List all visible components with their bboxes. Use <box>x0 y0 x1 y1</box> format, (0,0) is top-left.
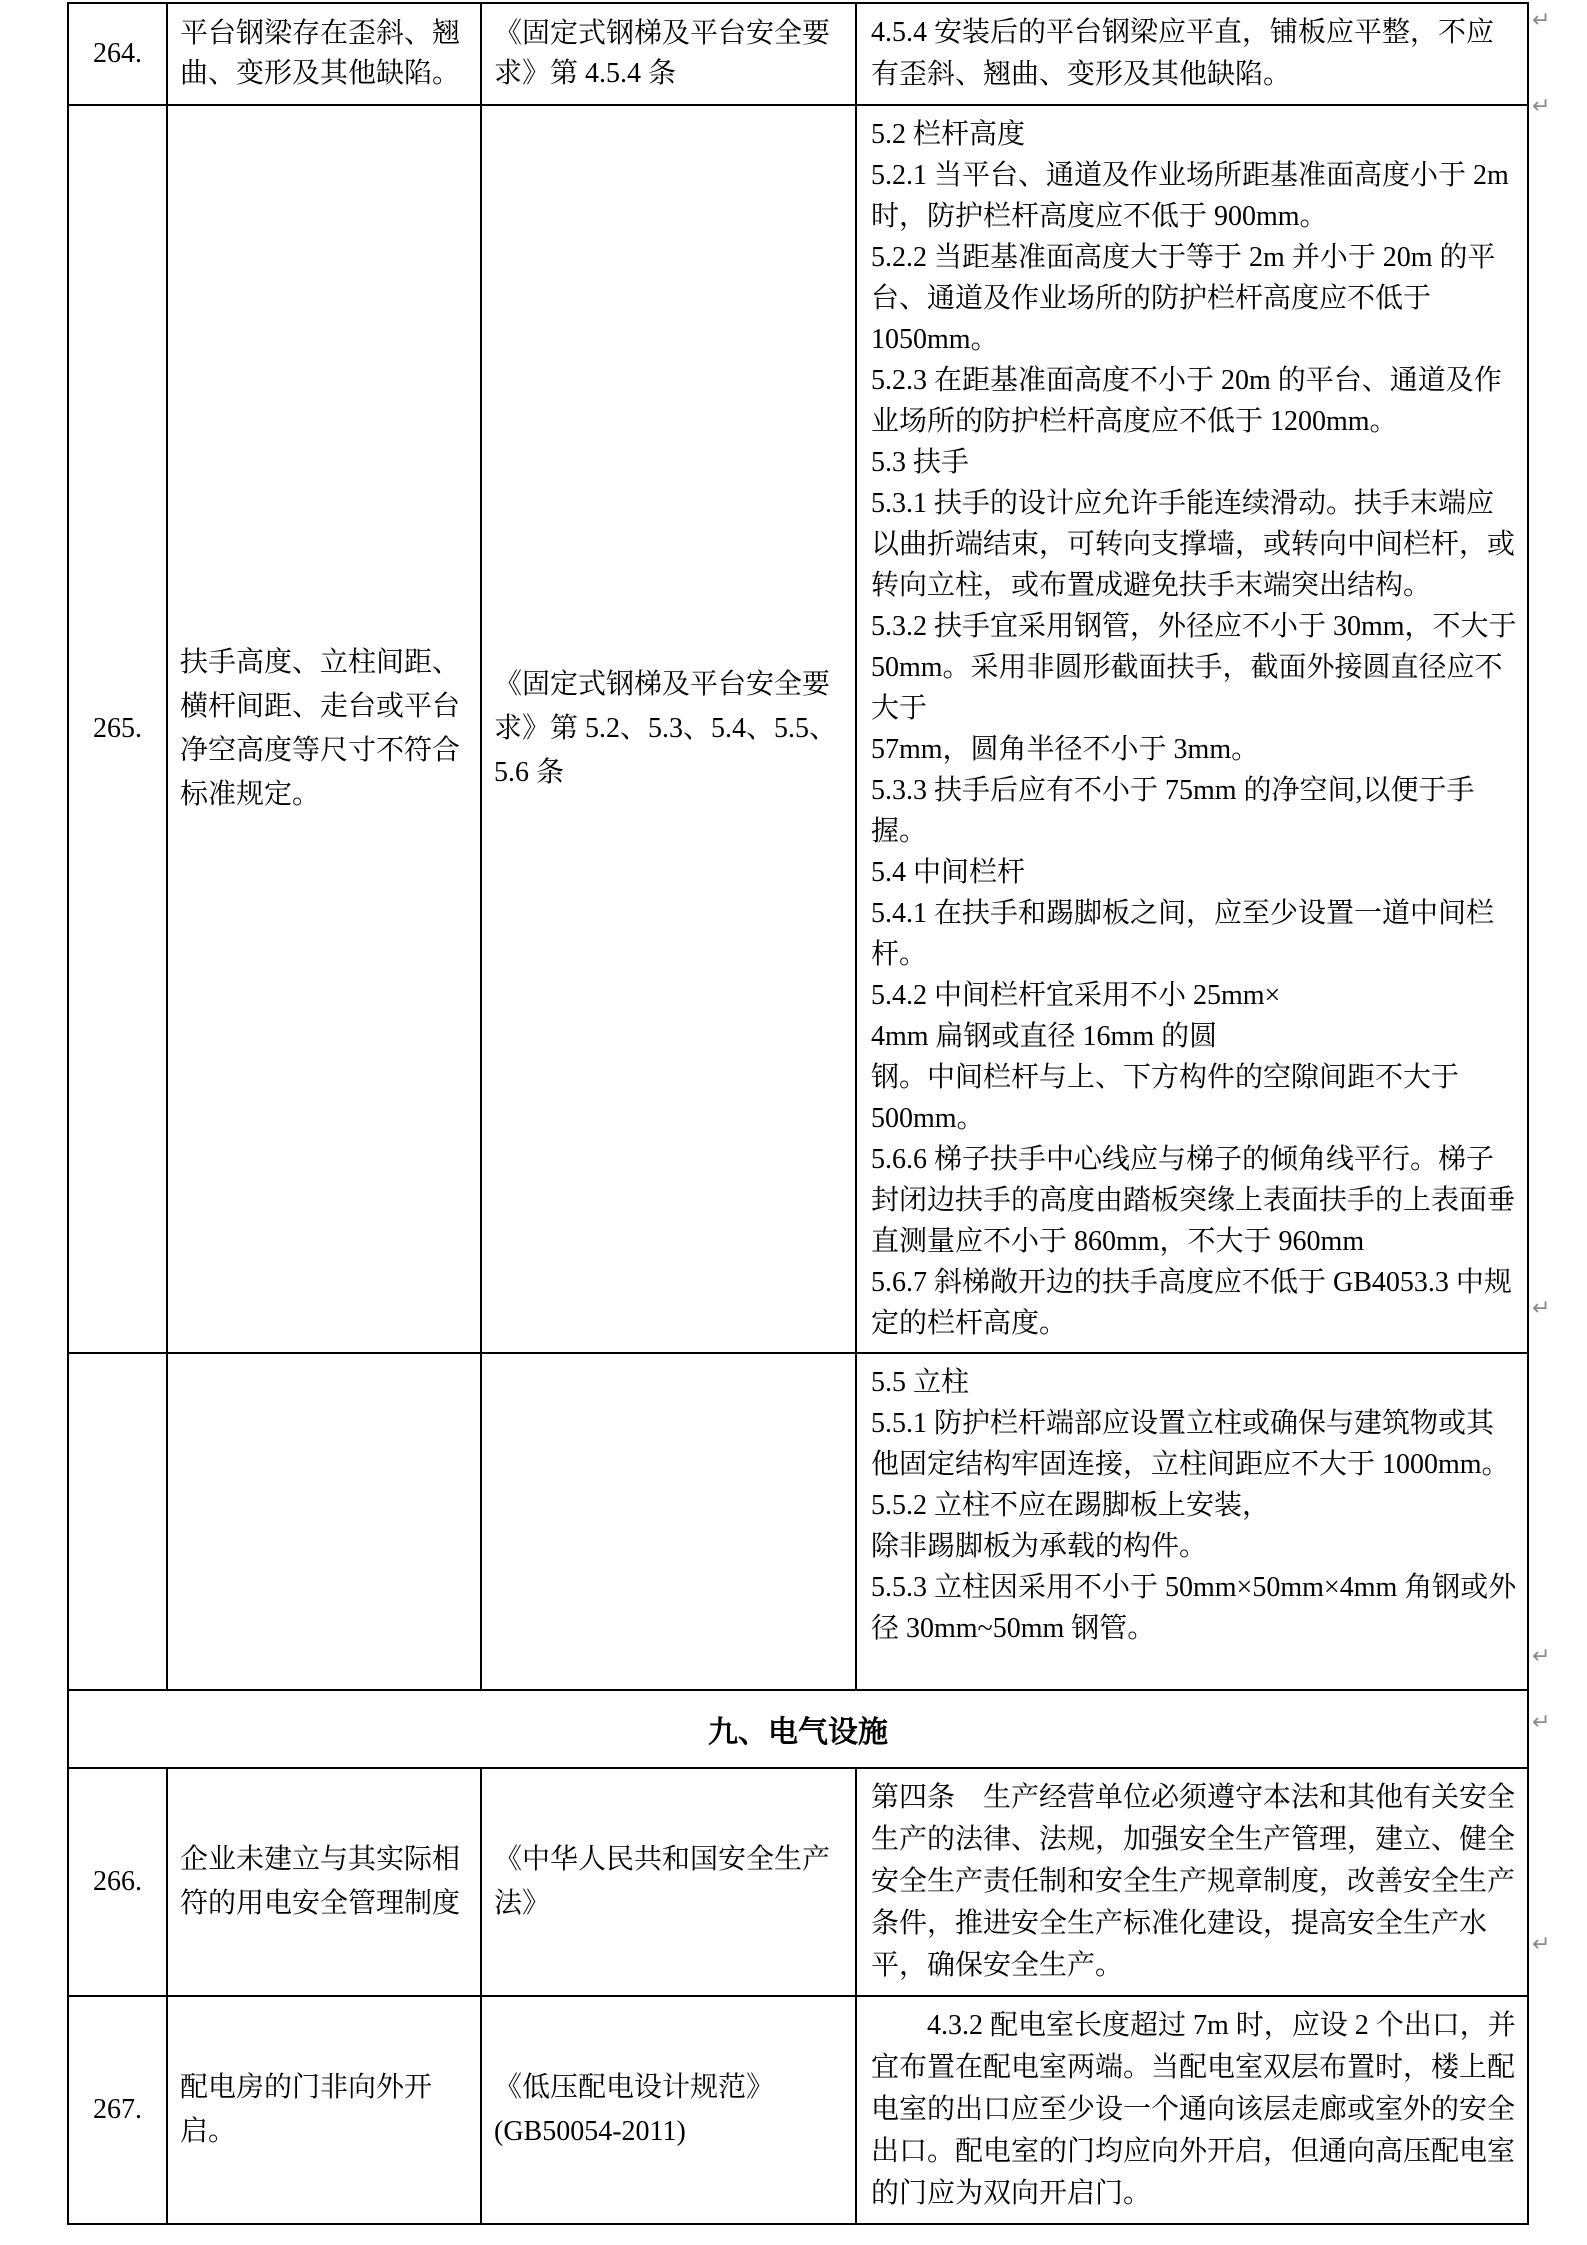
table-row-267 <box>68 1996 1528 2224</box>
detail-paragraph: 5.4 中间栏杆 <box>871 857 1026 888</box>
basis-text: 《中华人民共和国安全生产法》 <box>494 1844 831 1919</box>
section-title: 九、电气设施 <box>708 1716 888 1749</box>
paragraph-mark-icon: ↵ <box>1532 8 1551 33</box>
row-265-issue-cell <box>167 105 481 1353</box>
row-number: 265. <box>93 713 142 744</box>
paragraph-mark-icon: ↵ <box>1532 1296 1551 1321</box>
detail-paragraph: 5.3.1 扶手的设计应允许手能连续滑动。扶手末端应以曲折端结束，可转向支撑墙，或转向中间栏杆，或转向立柱，或布置成避免扶手末端突出结构。 <box>871 488 1516 601</box>
detail-paragraph: 5.4.1 在扶手和踢脚板之间，应至少设置一道中间栏杆。 <box>871 898 1495 970</box>
detail-paragraph: 4.3.2 配电室长度超过 7m 时，应设 2 个出口，并宜布置在配电室两端。当配电室双层布置时，楼上配电室的出口应至少设一个通向该层走廊或室外的安全出口。配电室的门均应向外开启，但通向高压配电室的门应为双向开启门。 <box>871 2010 1516 2209</box>
table-row-265 <box>68 105 1528 1353</box>
row-267-issue-cell <box>167 1996 481 2224</box>
paragraph-mark-icon: ↵ <box>1532 1644 1551 1669</box>
issue-text: 扶手高度、立柱间距、横杆间距、走台或平台净空高度等尺寸不符合标准规定。 <box>180 647 461 810</box>
row-265b-issue-cell <box>167 1353 481 1690</box>
regulation-table <box>67 2 1529 2225</box>
detail-paragraph: 5.2.3 在距基准面高度不小于 20m 的平台、通道及作业场所的防护栏杆高度应不低于 1200mm。 <box>871 365 1502 437</box>
row-265b-basis-cell <box>481 1353 856 1690</box>
detail-paragraph: 4.5.4 安装后的平台钢梁应平直，铺板应平整，不应有歪斜、翘曲、变形及其他缺陷。 <box>871 17 1495 90</box>
row-number: 267. <box>93 2094 142 2125</box>
detail-paragraph: 5.6.7 斜梯敞开边的扶手高度应不低于 GB4053.3 中规定的栏杆高度。 <box>871 1267 1512 1339</box>
detail-paragraph: 5.3.3 扶手后应有不小于 75mm 的净空间,以便于手握。 <box>871 775 1475 847</box>
paragraph-mark-icon: ↵ <box>1532 94 1551 119</box>
row-266-issue-cell <box>167 1768 481 1996</box>
row-266-basis-cell <box>481 1768 856 1996</box>
row-267-number-cell <box>68 1996 167 2224</box>
basis-text: 《低压配电设计规范》 <box>494 2072 775 2103</box>
basis-text: 《固定式钢梯及平台安全要求》第 5.2、5.3、5.4、5.5、5.6 条 <box>494 669 838 788</box>
detail-paragraph: 第四条 生产经营单位必须遵守本法和其他有关安全生产的法律、法规，加强安全生产管理，建立、健全安全生产责任制和安全生产规章制度，改善安全生产条件，推进安全生产标准化建设，提高安全生产水平，确保安全生产。 <box>871 1782 1516 1981</box>
row-265-basis-cell <box>481 105 856 1353</box>
row-267-basis-cell <box>481 1996 856 2224</box>
table-row-265-continued <box>68 1353 1528 1690</box>
detail-paragraph: 5.5.2 立柱不应在踢脚板上安装， <box>871 1490 1271 1521</box>
detail-paragraph: 5.2.1 当平台、通道及作业场所距基准面高度小于 2m 时，防护栏杆高度应不低于 900mm。 <box>871 160 1509 232</box>
row-264-issue-cell <box>167 3 481 105</box>
detail-paragraph: 5.6.6 梯子扶手中心线应与梯子的倾角线平行。梯子封闭边扶手的高度由踏板突缘上表面扶手的上表面垂直测量应不小于 860mm，不大于 960mm <box>871 1144 1516 1257</box>
row-265-number-cell <box>68 105 167 1353</box>
section-header-row <box>68 1690 1528 1768</box>
issue-text: 配电房的门非向外开启。 <box>180 2072 433 2147</box>
row-267-detail-cell <box>856 1996 1528 2224</box>
section-title-cell <box>68 1690 1528 1768</box>
paragraph-mark-icon: ↵ <box>1532 1932 1551 1957</box>
detail-paragraph: 5.5.3 立柱因采用不小于 50mm×50mm×4mm 角钢或外径 30mm~50mm 钢管。 <box>871 1572 1517 1644</box>
detail-paragraph: 钢。中间栏杆与上、下方构件的空隙间距不大于 <box>871 1062 1460 1093</box>
detail-paragraph: 除非踢脚板为承载的构件。 <box>871 1531 1208 1562</box>
issue-text: 企业未建立与其实际相符的用电安全管理制度 <box>180 1844 461 1919</box>
detail-paragraph: 5.5.1 防护栏杆端部应设置立柱或确保与建筑物或其他固定结构牢固连接，立柱间距应不大于 1000mm。 <box>871 1408 1510 1480</box>
row-265b-number-cell <box>68 1353 167 1690</box>
detail-paragraph: 57mm，圆角半径不小于 3mm。 <box>871 734 1260 765</box>
row-264-detail-cell <box>856 3 1528 105</box>
row-number: 266. <box>93 1866 142 1897</box>
row-265b-detail-cell <box>856 1353 1528 1690</box>
detail-paragraph: 5.3.2 扶手宜采用钢管，外径应不小于 30mm，不大于 50mm。采用非圆形截面扶手，截面外接圆直径应不大于 <box>871 611 1517 724</box>
table-row-266 <box>68 1768 1528 1996</box>
row-number: 264. <box>93 38 142 69</box>
table-row-264 <box>68 3 1528 105</box>
detail-paragraph: 4mm 扁钢或直径 16mm 的圆 <box>871 1021 1218 1052</box>
paragraph-mark-icon: ↵ <box>1532 1710 1551 1735</box>
row-266-number-cell <box>68 1768 167 1996</box>
row-265-detail-cell <box>856 105 1528 1353</box>
row-264-basis-cell <box>481 3 856 105</box>
detail-paragraph: 5.2 栏杆高度 <box>871 119 1026 150</box>
detail-paragraph: 500mm。 <box>871 1103 985 1134</box>
issue-text: 平台钢梁存在歪斜、翘曲、变形及其他缺陷。 <box>180 18 461 89</box>
detail-paragraph: 5.3 扶手 <box>871 447 970 478</box>
detail-paragraph: 5.2.2 当距基准面高度大于等于 2m 并小于 20m 的平台、通道及作业场所的防护栏杆高度应不低于 1050mm。 <box>871 242 1496 355</box>
detail-paragraph: 5.5 立柱 <box>871 1367 970 1398</box>
row-266-detail-cell <box>856 1768 1528 1996</box>
basis-text: 《固定式钢梯及平台安全要求》第 4.5.4 条 <box>494 18 831 89</box>
detail-paragraph: 5.4.2 中间栏杆宜采用不小 25mm× <box>871 980 1281 1011</box>
basis-text: (GB50054-2011) <box>494 2116 686 2147</box>
row-264-number-cell <box>68 3 167 105</box>
